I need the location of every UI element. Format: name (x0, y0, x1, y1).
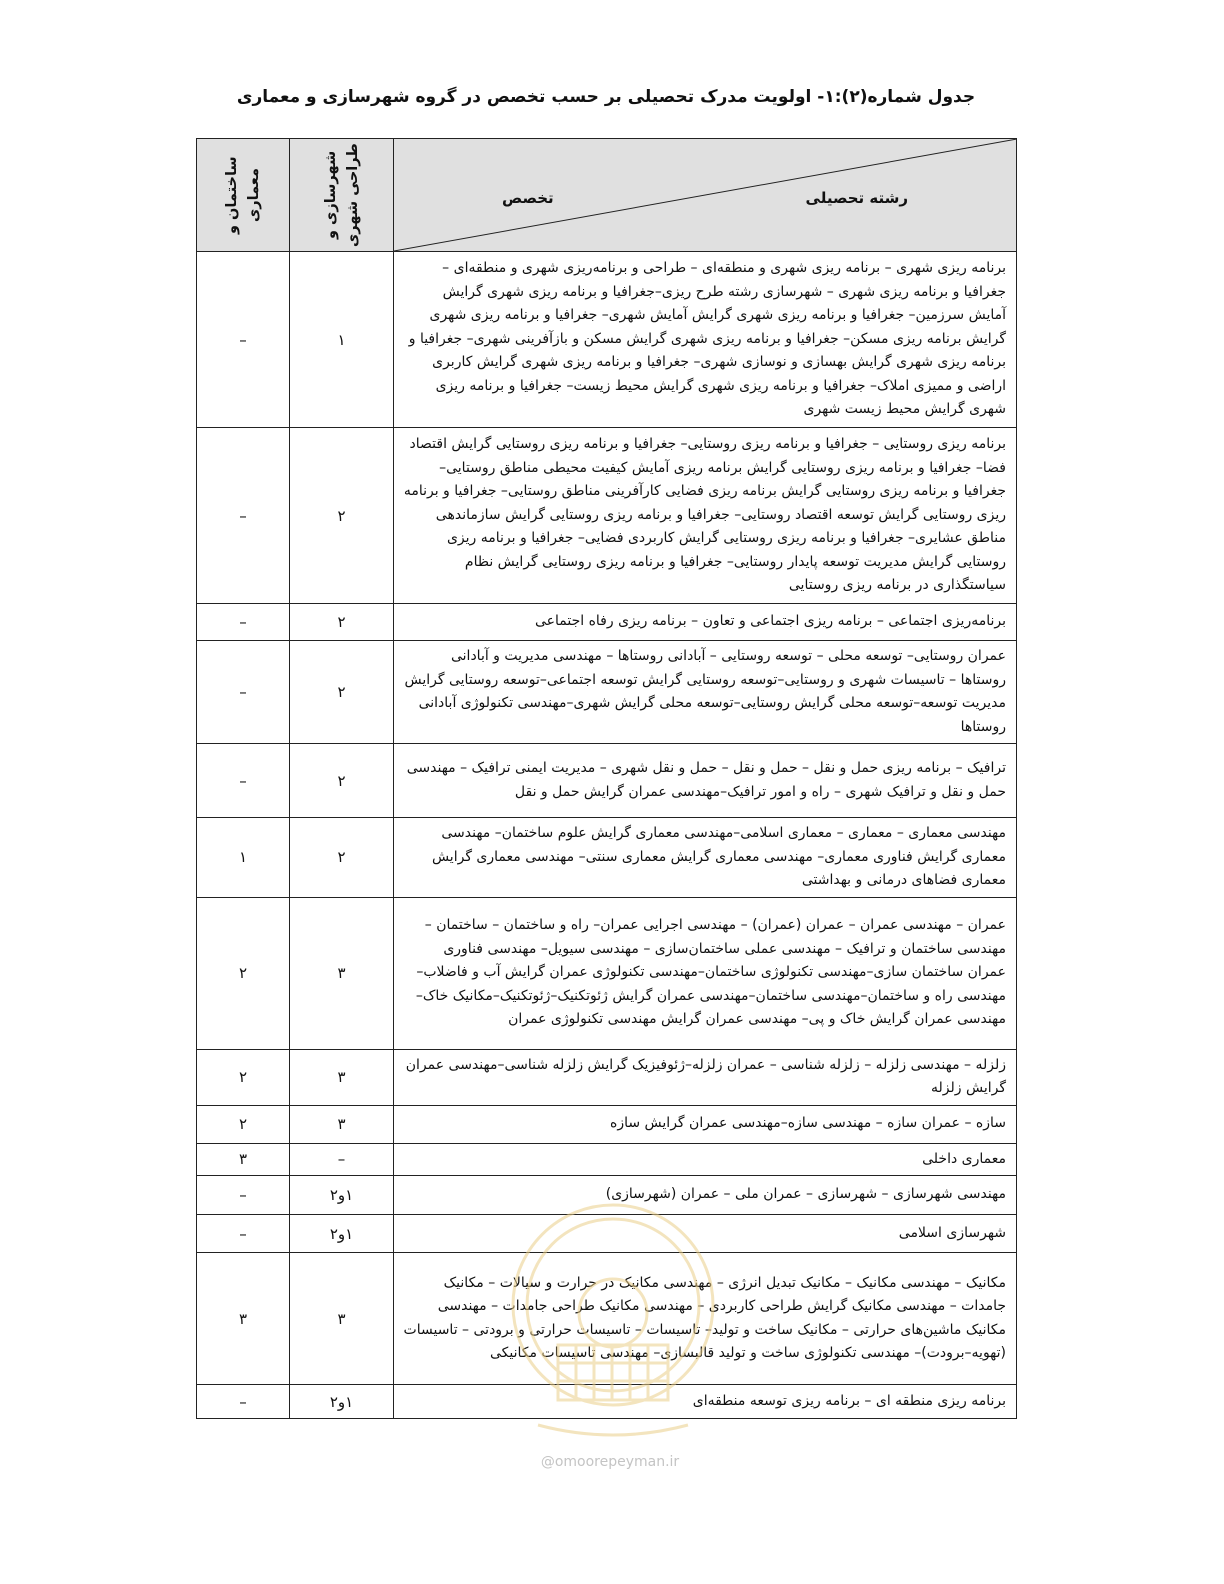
cell-field: مهندسی شهرسازی – شهرسازی – عمران ملی – عمران (شهرسازی) (394, 1176, 1017, 1215)
table-row (197, 428, 1017, 604)
cell-field: برنامه‌ریزی اجتماعی – برنامه ریزی اجتماعی و تعاون – برنامه ریزی رفاه اجتماعی (394, 604, 1017, 641)
table-header-row (197, 139, 1017, 252)
cell-field: ترافیک – برنامه ریزی حمل و نقل – حمل و نقل – حمل و نقل شهری – مدیریت ایمنی ترافیک – مهندسی حمل و نقل و ترافیک شهری – راه و امور ترافیک–مهندسی عمران گرایش حمل و نقل (394, 744, 1017, 818)
cell-urban: ۲ (290, 428, 394, 604)
table-row (197, 897, 1017, 1049)
cell-building: – (197, 428, 290, 604)
cell-field: معماری داخلی (394, 1143, 1017, 1176)
header-diagonal-cell (394, 139, 1017, 252)
cell-field: مهندسی معماری – معماری – معماری اسلامی–مهندسی معماری گرایش علوم ساختمان– مهندسی معماری گرایش فناوری معماری– مهندسی معماری گرایش معماری سنتی– مهندسی معماری گرایش معماری فضاهای درمانی و بهداشتی (394, 818, 1017, 898)
cell-building: – (197, 1385, 290, 1419)
cell-urban: ۳ (290, 897, 394, 1049)
cell-building: – (197, 1215, 290, 1253)
cell-building: ۳ (197, 1143, 290, 1176)
cell-urban: ۲ (290, 641, 394, 744)
cell-urban: – (290, 1143, 394, 1176)
cell-field: عمران روستایی– توسعه محلی – توسعه روستایی – آبادانی روستاها – مهندسی مدیریت و آبادانی روستاها – تاسیسات شهری و روستایی–توسعه روستایی گرایش توسعه اجتماعی–توسعه روستایی گرایش مدیریت توسعه–توسعه محلی گرایش روستایی–توسعه محلی گرایش شهری–مهندسی تکنولوژی آبادانی روستاها (394, 641, 1017, 744)
cell-field: شهرسازی اسلامی (394, 1215, 1017, 1253)
cell-building: ۳ (197, 1253, 290, 1385)
table-row (197, 604, 1017, 641)
cell-field: سازه – عمران سازه – مهندسی سازه–مهندسی عمران گرایش سازه (394, 1105, 1017, 1143)
cell-field: مکانیک – مهندسی مکانیک – مکانیک تبدیل انرژی – مهندسی مکانیک در حرارت و سیالات – مکانیک جامدات – مهندسی مکانیک گرایش طراحی کاربردی – مهندسی مکانیک طراحی جامدات – مهندسی مکانیک ماشین‌های حرارتی – مکانیک ساخت و تولید– تاسیسات – تاسیسات حرارتی و برودتی – تاسیسات (تهویه–برودت)– مهندسی تکنولوژی ساخت و تولید قالبسازی– مهندسی تاسیسات مکانیکی (394, 1253, 1017, 1385)
table-row (197, 252, 1017, 428)
table-row (197, 818, 1017, 898)
watermark-site: @omoorepeyman.ir (540, 1454, 680, 1470)
cell-building: ۲ (197, 1105, 290, 1143)
cell-field: عمران – مهندسی عمران – عمران (عمران) – مهندسی اجرایی عمران– راه و ساختمان – ساختمان – مهندسی ساختمان و ترافیک – مهندسی عملی ساختمان‌سازی – مهندسی سیویل– مهندسی فناوری عمران ساختمان سازی–مهندسی تکنولوژی ساختمان–مهندسی تکنولوژی عمران گرایش آب و فاضلاب–مهندسی راه و ساختمان–مهندسی ساختمان–مهندسی عمران گرایش ژئوتکنیک–ژئوتکنیک–مکانیک خاک–مهندسی عمران گرایش خاک و پی– مهندسی عمران گرایش مهندسی تکنولوژی عمران (394, 897, 1017, 1049)
cell-urban: ۳ (290, 1253, 394, 1385)
cell-field: برنامه ریزی روستایی – جغرافیا و برنامه ریزی روستایی– جغرافیا و برنامه ریزی روستایی گرایش اقتصاد فضا– جغرافیا و برنامه ریزی روستایی گرایش برنامه ریزی آمایش کیفیت محیطی مناطق روستایی– جغرافیا و برنامه ریزی روستایی گرایش برنامه ریزی فضایی کارآفرینی مناطق روستایی– جغرافیا و برنامه ریزی روستایی گرایش توسعه اقتصاد روستایی– جغرافیا و برنامه ریزی روستایی گرایش سازماندهی مناطق عشایری– جغرافیا و برنامه ریزی روستایی گرایش کاربردی فضایی– جغرافیا و برنامه ریزی روستایی گرایش مدیریت توسعه پایدار روستایی– جغرافیا و برنامه ریزی روستایی گرایش نظام سیاستگذاری در برنامه ریزی روستایی (394, 428, 1017, 604)
cell-building: ۲ (197, 1049, 290, 1105)
cell-urban: ۲ (290, 604, 394, 641)
cell-urban: ۲ (290, 744, 394, 818)
cell-field: برنامه ریزی منطقه ای – برنامه ریزی توسعه منطقه‌ای (394, 1385, 1017, 1419)
table-row (197, 1105, 1017, 1143)
table-row (197, 1049, 1017, 1105)
table-row (197, 744, 1017, 818)
page-title: جدول شماره(۲):۱- اولویت مدرک تحصیلی بر حسب تخصص در گروه شهرسازی و معماری (236, 87, 976, 107)
header-building-architecture (197, 139, 290, 252)
cell-building: – (197, 252, 290, 428)
cell-building: – (197, 744, 290, 818)
cell-building: ۱ (197, 818, 290, 898)
cell-building: ۲ (197, 897, 290, 1049)
header-urban-design (290, 139, 394, 252)
header-building-label: ساختمان و معماری (224, 156, 262, 234)
header-specialty-label: تخصص (502, 189, 554, 207)
cell-urban: ۳ (290, 1105, 394, 1143)
cell-urban: ۱ (290, 252, 394, 428)
seal-watermark (498, 1195, 728, 1455)
cell-urban: ۱و۲ (290, 1385, 394, 1419)
table-row (197, 641, 1017, 744)
cell-building: – (197, 604, 290, 641)
cell-urban: ۳ (290, 1049, 394, 1105)
cell-building: – (197, 1176, 290, 1215)
header-urban-label: شهرسازی و طراحی شهری (322, 143, 361, 247)
cell-field: زلزله – مهندسی زلزله – زلزله شناسی – عمران زلزله–ژئوفیزیک گرایش زلزله شناسی–مهندسی عمران گرایش زلزله (394, 1049, 1017, 1105)
cell-urban: ۱و۲ (290, 1176, 394, 1215)
cell-building: – (197, 641, 290, 744)
table-row (197, 1143, 1017, 1176)
diagonal-line (394, 139, 1017, 251)
cell-urban: ۲ (290, 818, 394, 898)
cell-field: برنامه ریزی شهری – برنامه ریزی شهری و منطقه‌ای – طراحی و برنامه‌ریزی شهری و منطقه‌ای – جغرافیا و برنامه ریزی شهری – شهرسازی رشته طرح ریزی–جغرافیا و برنامه ریزی شهری گرایش آمایش سرزمین– جغرافیا و برنامه ریزی شهری گرایش آمایش شهری– جغرافیا و برنامه ریزی شهری گرایش برنامه ریزی مسکن– جغرافیا و برنامه ریزی شهری گرایش مسکن و بازآفرینی شهری– جغرافیا و برنامه ریزی شهری گرایش بهسازی و نوسازی شهری– جغرافیا و برنامه ریزی شهری گرایش کاربری اراضی و ممیزی املاک– جغرافیا و برنامه ریزی شهری گرایش محیط زیست– جغرافیا و برنامه ریزی شهری گرایش محیط زیست شهری (394, 252, 1017, 428)
cell-urban: ۱و۲ (290, 1215, 394, 1253)
header-field-label: رشته تحصیلی (805, 189, 908, 207)
